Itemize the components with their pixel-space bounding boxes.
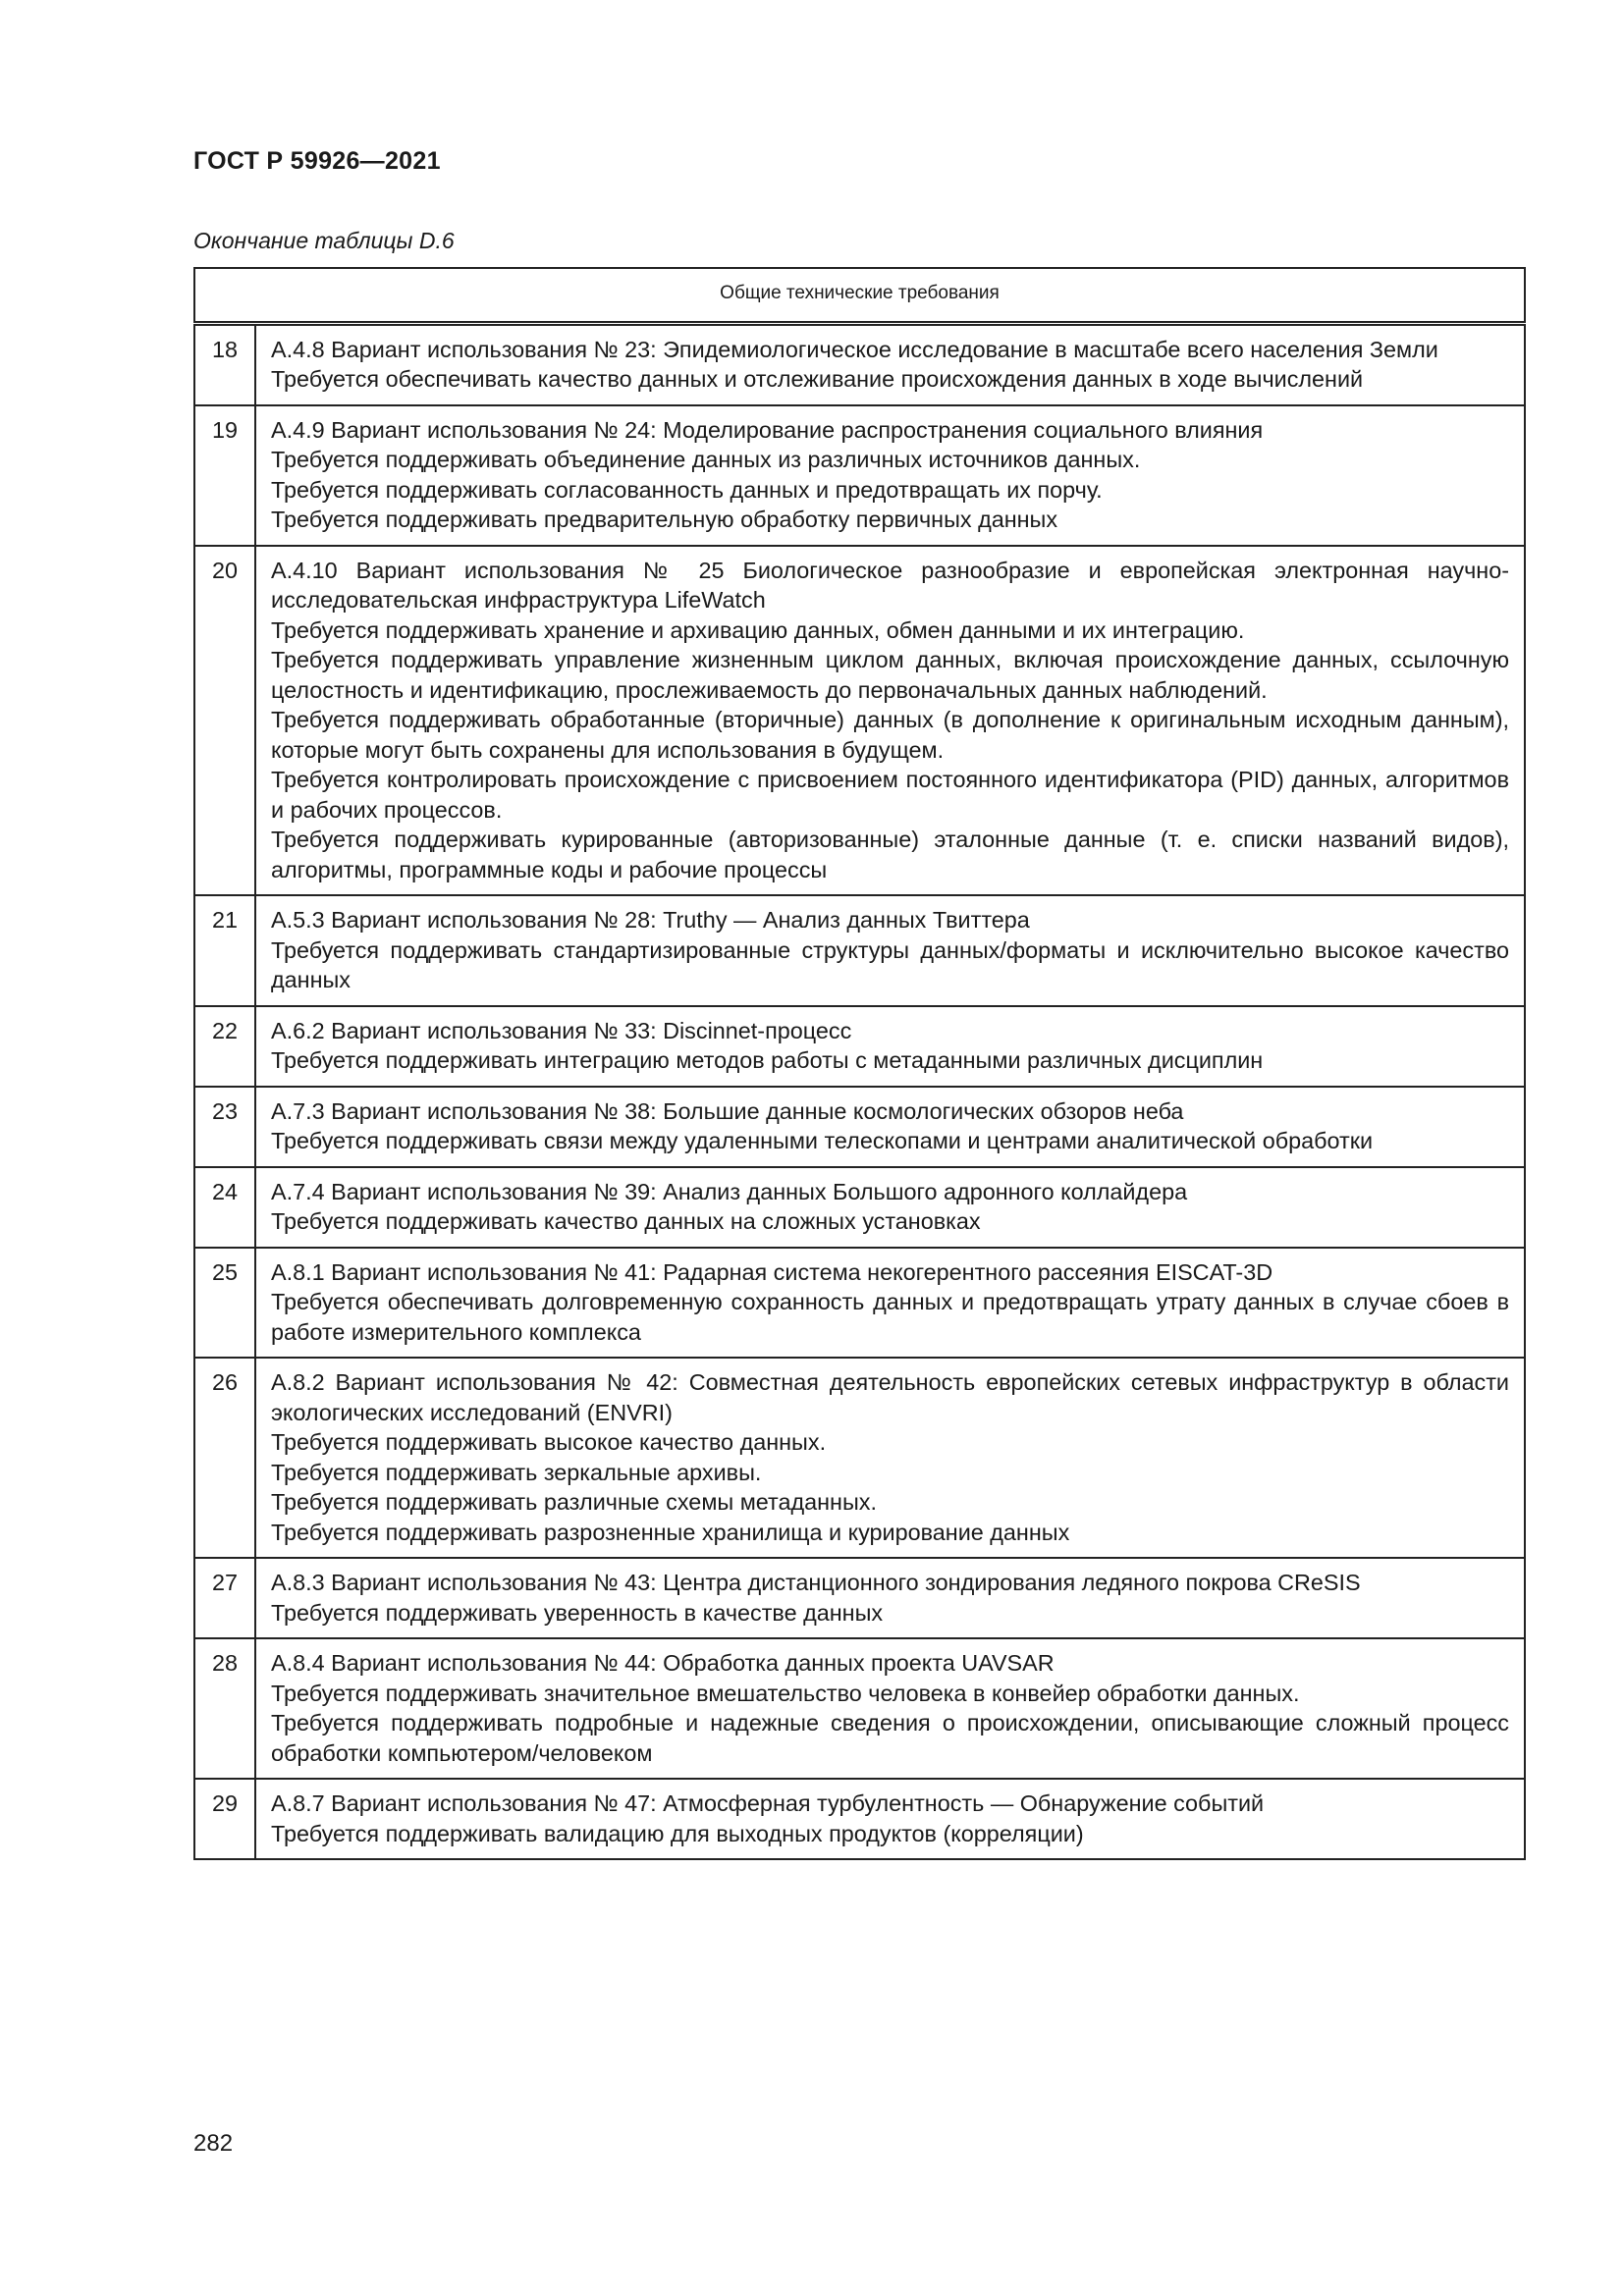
requirement-text: Требуется поддерживать интеграцию методов работы с метаданными различных дисциплин	[271, 1047, 1264, 1073]
requirement-text: Требуется поддерживать валидацию для выходных продуктов (корреляции)	[271, 1820, 1084, 1846]
requirement-cell	[255, 546, 1525, 896]
table-row	[194, 405, 1525, 546]
row-number: 21	[194, 895, 255, 1006]
table-row	[194, 546, 1525, 896]
requirement-cell	[255, 1087, 1525, 1167]
row-number: 20	[194, 546, 255, 896]
requirements-table	[193, 267, 1526, 1860]
use-case-title: А.6.2 Вариант использования № 33: Discinnet-процесс	[271, 1017, 852, 1043]
requirement-text: Требуется поддерживать значительное вмешательство человека в конвейер обработки данных.	[271, 1680, 1300, 1706]
use-case-title: А.8.4 Вариант использования № 44: Обработка данных проекта UAVSAR	[271, 1650, 1055, 1676]
column-header: Общие технические требования	[194, 268, 1525, 323]
row-number: 25	[194, 1248, 255, 1359]
requirement-text: Требуется поддерживать подробные и надежные сведения о происхождении, описывающие сложный процесс обработки компьютером/человеком	[271, 1710, 1509, 1766]
row-number: 19	[194, 405, 255, 546]
requirement-text: Требуется поддерживать различные схемы метаданных.	[271, 1489, 877, 1515]
row-number: 18	[194, 323, 255, 405]
table-row	[194, 1087, 1525, 1167]
row-number: 26	[194, 1358, 255, 1558]
use-case-title: А.8.2 Вариант использования № 42: Совместная деятельность европейских сетевых инфраструктур в области экологических исследований (ENVRI)	[271, 1369, 1509, 1425]
table-row	[194, 323, 1525, 405]
requirement-cell	[255, 1248, 1525, 1359]
requirement-text: Требуется поддерживать высокое качество данных.	[271, 1429, 827, 1455]
page-number: 282	[193, 2130, 234, 2157]
table-row	[194, 1558, 1525, 1638]
table-row	[194, 895, 1525, 1006]
requirement-text: Требуется поддерживать уверенность в качестве данных	[271, 1599, 884, 1626]
use-case-title: А.4.8 Вариант использования № 23: Эпидемиологическое исследование в масштабе всего населения Земли	[271, 336, 1438, 362]
requirement-cell	[255, 1638, 1525, 1779]
use-case-title: А.8.3 Вариант использования № 43: Центра дистанционного зондирования ледяного покрова CReSIS	[271, 1570, 1361, 1595]
use-case-title: А.8.1 Вариант использования № 41: Радарная система некогерентного рассеяния EISCAT-3D	[271, 1258, 1273, 1285]
requirement-cell	[255, 323, 1525, 405]
requirement-text: Требуется поддерживать качество данных на сложных установках	[271, 1208, 981, 1234]
document-header: ГОСТ Р 59926—2021	[193, 147, 441, 175]
requirement-text: Требуется обеспечивать долговременную сохранность данных и предотвращать утрату данных в случае сбоев в работе измерительного комплекса	[271, 1289, 1509, 1345]
row-number: 27	[194, 1558, 255, 1638]
requirement-text: Требуется поддерживать обработанные (вторичные) данных (в дополнение к оригинальным исходным данным), которые могут быть сохранены для использования в будущем.	[271, 707, 1509, 763]
row-number: 22	[194, 1006, 255, 1087]
requirement-text: Требуется поддерживать предварительную обработку первичных данных	[271, 507, 1058, 532]
row-number: 29	[194, 1779, 255, 1859]
table-caption: Окончание таблицы D.6	[193, 228, 455, 253]
requirement-cell	[255, 1358, 1525, 1558]
requirement-cell	[255, 405, 1525, 546]
row-number: 23	[194, 1087, 255, 1167]
requirement-cell	[255, 1006, 1525, 1087]
use-case-title: А.4.10 Вариант использования № 25 Биологическое разнообразие и европейская электронная научно-исследовательская инфраструктура LifeWatch	[271, 557, 1509, 613]
requirement-text: Требуется поддерживать зеркальные архивы.	[271, 1459, 762, 1485]
table-header-row	[194, 268, 1525, 323]
requirement-text: Требуется поддерживать объединение данных из различных источников данных.	[271, 447, 1141, 472]
requirement-text: Требуется поддерживать хранение и архивацию данных, обмен данными и их интеграцию.	[271, 616, 1245, 643]
requirement-text: Требуется поддерживать стандартизированные структуры данных/форматы и исключительно высокое качество данных	[271, 936, 1509, 992]
use-case-title: А.8.7 Вариант использования № 47: Атмосферная турбулентность — Обнаружение событий	[271, 1790, 1265, 1816]
requirement-text: Требуется контролировать происхождение с присвоением постоянного идентификатора (PID) данных, алгоритмов и рабочих процессов.	[271, 767, 1509, 823]
table-row	[194, 1779, 1525, 1859]
requirement-text: Требуется поддерживать курированные (авторизованные) эталонные данные (т. е. списки названий видов), алгоритмы, программные коды и рабочие процессы	[271, 827, 1509, 882]
requirement-text: Требуется поддерживать управление жизненным циклом данных, включая происхождение данных, ссылочную целостность и идентификацию, прослеживаемость до первоначальных данных наблюдений.	[271, 647, 1509, 703]
table-row	[194, 1248, 1525, 1359]
requirement-text: Требуется поддерживать связи между удаленными телескопами и центрами аналитической обработки	[271, 1128, 1374, 1153]
requirement-cell	[255, 895, 1525, 1006]
table-row	[194, 1167, 1525, 1248]
table-body	[194, 323, 1525, 1859]
row-number: 24	[194, 1167, 255, 1248]
table-row	[194, 1006, 1525, 1087]
requirement-text: Требуется поддерживать разрозненные хранилища и курирование данных	[271, 1519, 1070, 1545]
table-row	[194, 1358, 1525, 1558]
requirement-text: Требуется поддерживать согласованность данных и предотвращать их порчу.	[271, 476, 1103, 503]
requirement-cell	[255, 1167, 1525, 1248]
requirement-cell	[255, 1779, 1525, 1859]
use-case-title: А.7.3 Вариант использования № 38: Большие данные космологических обзоров неба	[271, 1097, 1184, 1124]
use-case-title: А.4.9 Вариант использования № 24: Моделирование распространения социального влияния	[271, 416, 1264, 443]
row-number: 28	[194, 1638, 255, 1779]
requirement-text: Требуется обеспечивать качество данных и отслеживание происхождения данных в ходе вычислений	[271, 366, 1364, 392]
use-case-title: А.7.4 Вариант использования № 39: Анализ данных Большого адронного коллайдера	[271, 1178, 1188, 1204]
use-case-title: А.5.3 Вариант использования № 28: Truthy — Анализ данных Твиттера	[271, 907, 1030, 933]
table-row	[194, 1638, 1525, 1779]
requirement-cell	[255, 1558, 1525, 1638]
